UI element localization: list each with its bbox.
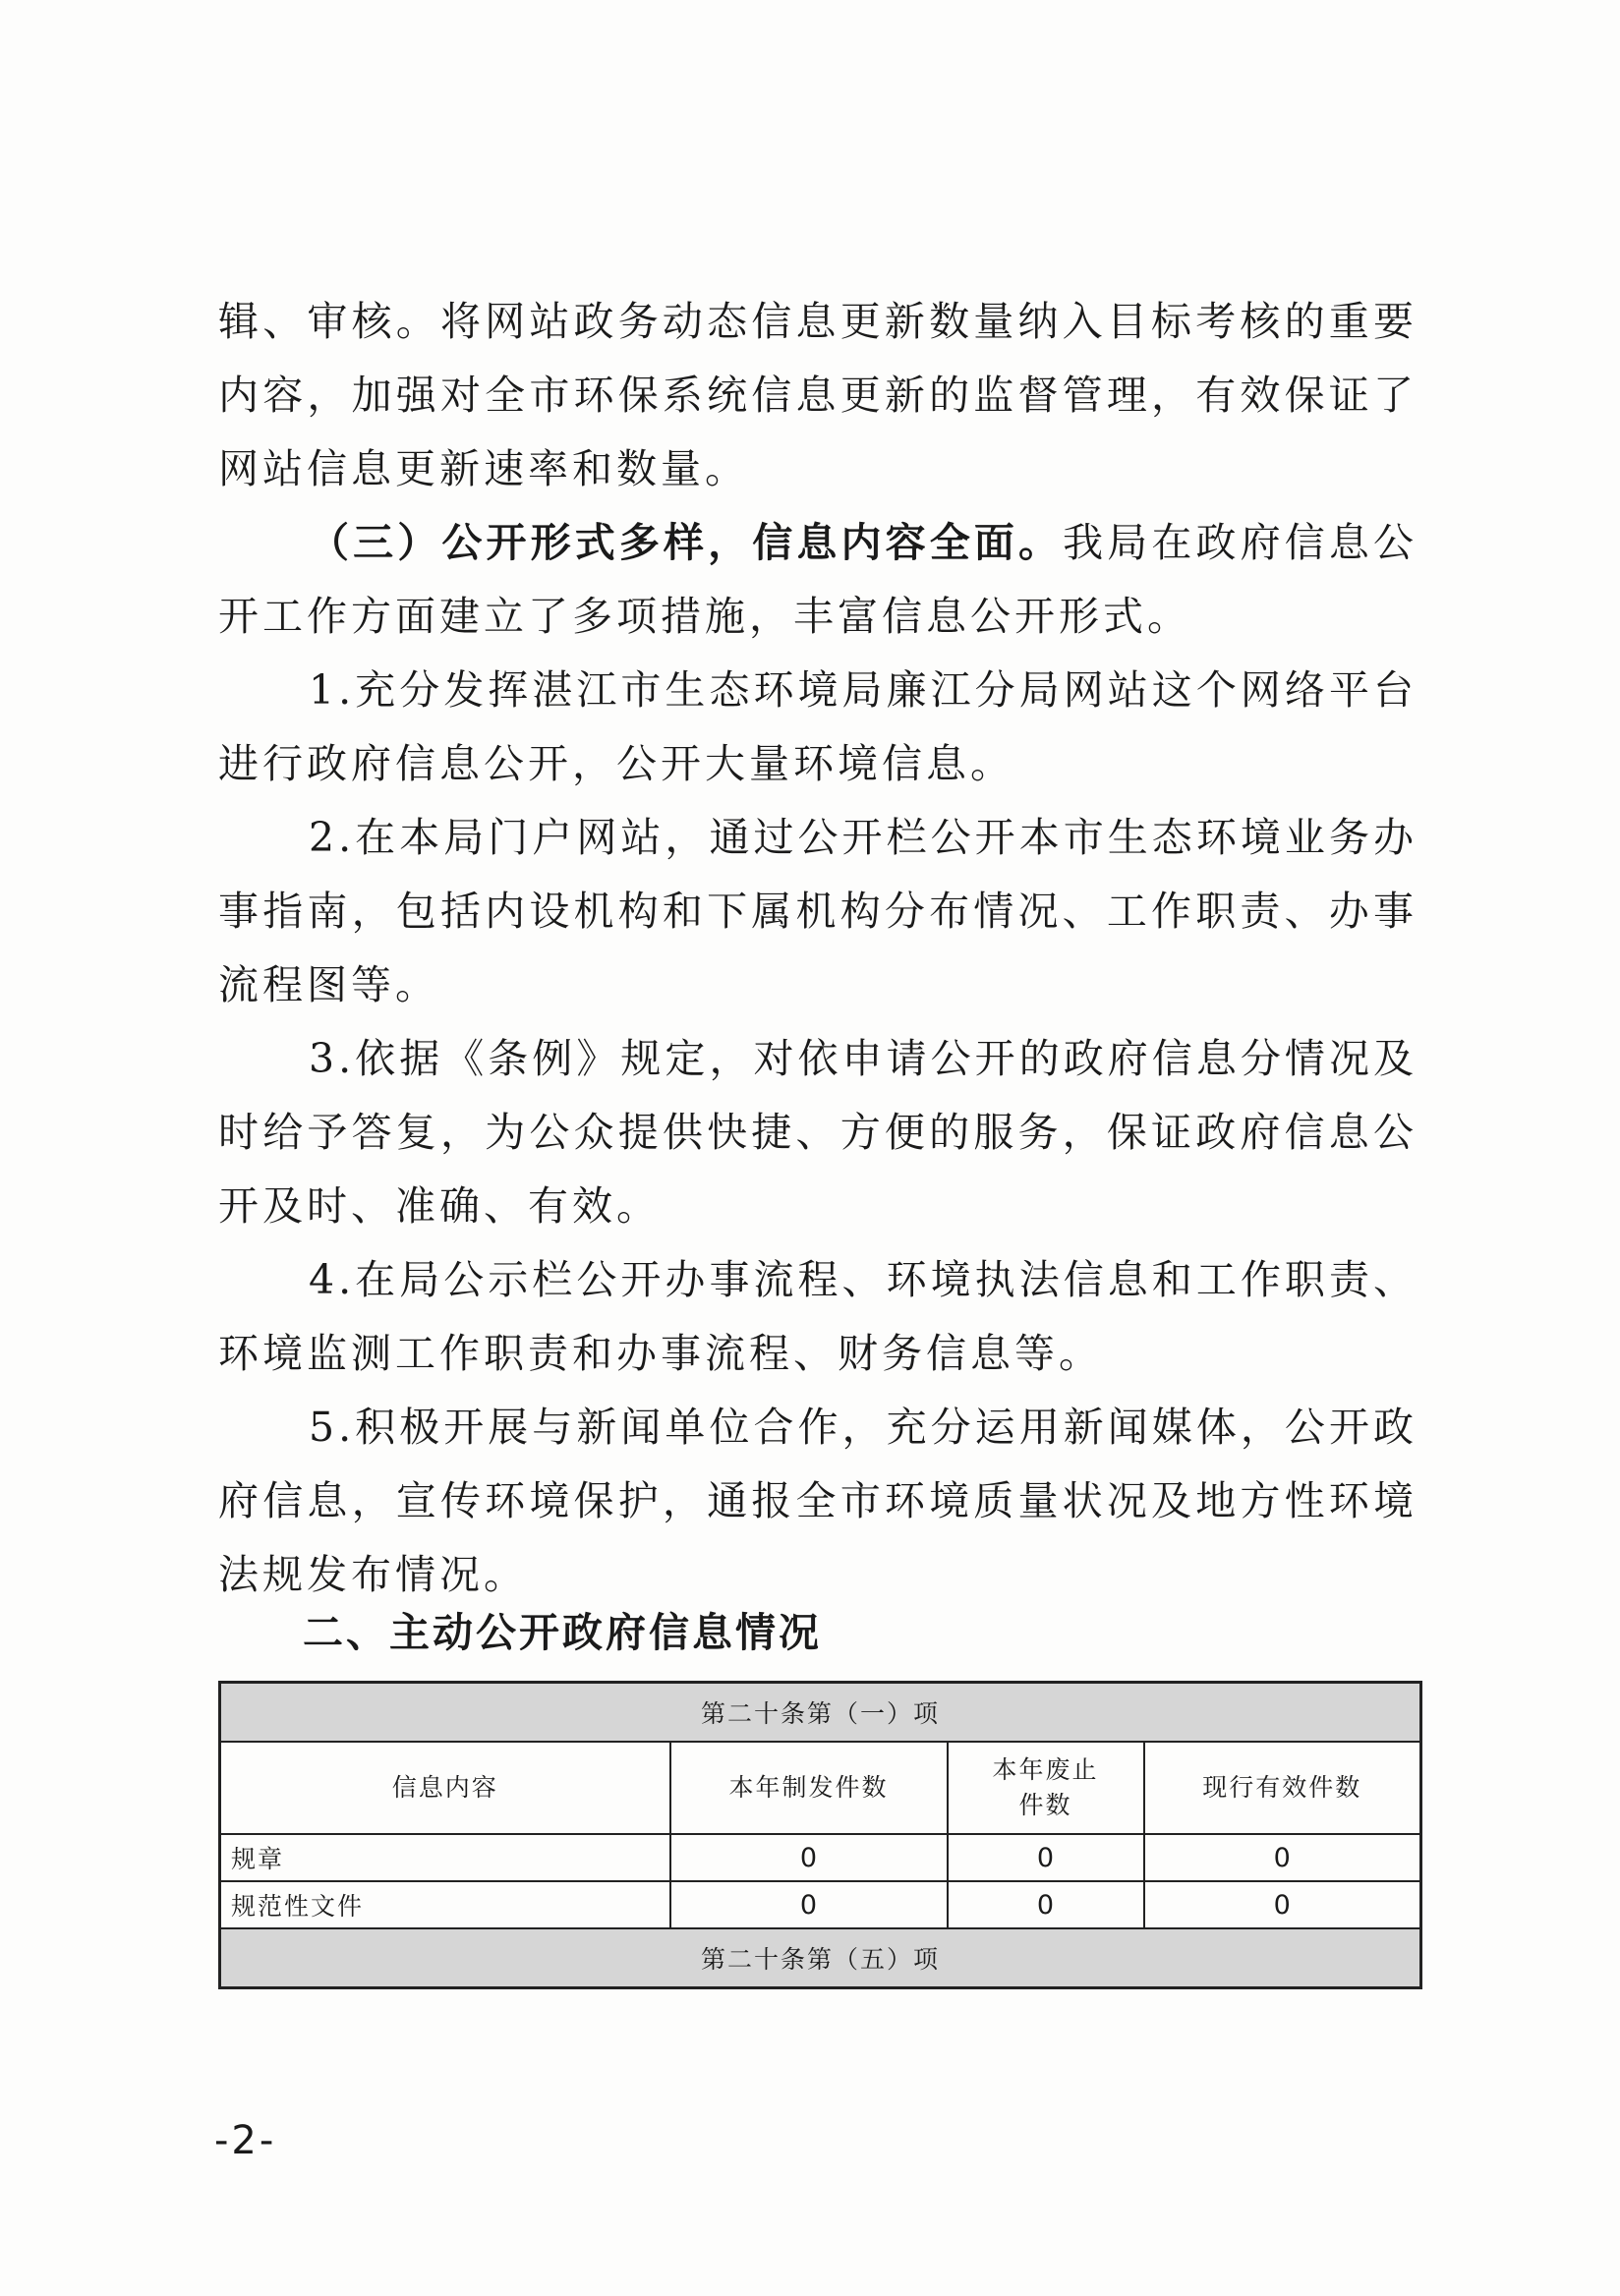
table-cell: 0 xyxy=(1144,1834,1421,1881)
table-band-row xyxy=(220,1683,1421,1743)
section-heading: 二、主动公开政府信息情况 xyxy=(303,1609,822,1656)
list-item-2: 2.在本局门户网站，通过公开栏公开本市生态环境业务办事指南，包括内设机构和下属机构分布情况、工作职责、办事流程图等。 xyxy=(218,814,1418,1008)
table-row xyxy=(220,1834,1421,1881)
table-cell: 0 xyxy=(670,1834,948,1881)
paragraph-body: 我局在政府信息公开工作方面建立了多项措施，丰富信息公开形式。 xyxy=(218,519,1418,640)
column-header: 信息内容 xyxy=(220,1742,670,1834)
table-band-row xyxy=(220,1928,1421,1988)
paragraph-continuation: 辑、审核。将网站政务动态信息更新数量纳入目标考核的重要内容，加强对全市环保系统信息更新的监督管理，有效保证了网站信息更新速率和数量。 xyxy=(218,298,1418,492)
column-header: 本年制发件数 xyxy=(670,1742,948,1834)
disclosure-table xyxy=(218,1681,1422,1989)
paragraph-lead-heading: （三）公开形式多样，信息内容全面。 xyxy=(309,519,1064,566)
page-number: -2- xyxy=(214,2118,277,2163)
table-header-row xyxy=(220,1742,1421,1834)
table-row xyxy=(220,1881,1421,1928)
paragraph-section-three xyxy=(218,506,1418,654)
table-cell: 0 xyxy=(948,1834,1144,1881)
row-label: 规章 xyxy=(220,1834,670,1881)
body-text xyxy=(218,285,1418,1612)
row-label: 规范性文件 xyxy=(220,1881,670,1928)
column-header: 本年废止件数 xyxy=(948,1742,1144,1834)
column-header: 现行有效件数 xyxy=(1144,1742,1421,1834)
table-cell: 0 xyxy=(1144,1881,1421,1928)
table-cell: 0 xyxy=(948,1881,1144,1928)
list-item-4: 4.在局公示栏公开办事流程、环境执法信息和工作职责、环境监测工作职责和办事流程、财务信息等。 xyxy=(218,1256,1418,1377)
table-band-bottom: 第二十条第（五）项 xyxy=(220,1928,1421,1988)
list-item-1: 1.充分发挥湛江市生态环境局廉江分局网站这个网络平台进行政府信息公开，公开大量环境信息。 xyxy=(218,666,1418,787)
list-item-5: 5.积极开展与新闻单位合作，充分运用新闻媒体，公开政府信息，宣传环境保护，通报全市环境质量状况及地方性环境法规发布情况。 xyxy=(218,1404,1418,1598)
list-item-3: 3.依据《条例》规定，对依申请公开的政府信息分情况及时给予答复，为公众提供快捷、方便的服务，保证政府信息公开及时、准确、有效。 xyxy=(218,1035,1418,1230)
table-cell: 0 xyxy=(670,1881,948,1928)
table-band-top: 第二十条第（一）项 xyxy=(220,1683,1421,1743)
